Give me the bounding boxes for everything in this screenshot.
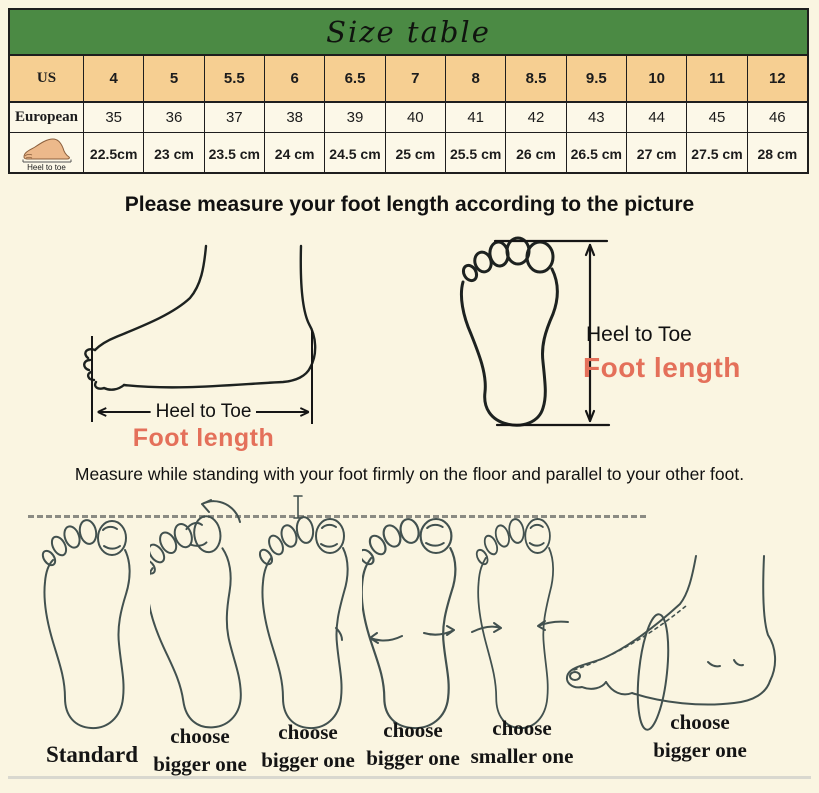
eu-size-cell: 45 bbox=[686, 101, 746, 132]
us-size-cell: 8 bbox=[445, 56, 505, 101]
length-cell: 22.5cm bbox=[83, 132, 143, 174]
measure-bar-left bbox=[91, 336, 93, 422]
us-size-cell: 10 bbox=[626, 56, 686, 101]
us-size-cell: 4 bbox=[83, 56, 143, 101]
length-cell: 23.5 cm bbox=[204, 132, 264, 174]
length-cell: 25 cm bbox=[385, 132, 445, 174]
us-size-cell: 6 bbox=[264, 56, 324, 101]
length-cell: 25.5 cm bbox=[445, 132, 505, 174]
length-cell: 24.5 cm bbox=[324, 132, 384, 174]
foot-length-label-side: Foot length bbox=[132, 424, 275, 452]
us-size-cell: 9.5 bbox=[566, 56, 626, 101]
fit-label-bigger-3: choose bigger one bbox=[366, 718, 460, 771]
heel-to-toe-arrow-left-diagram bbox=[94, 402, 313, 422]
length-cell: 28 cm bbox=[747, 132, 807, 174]
length-cell: 26.5 cm bbox=[566, 132, 626, 174]
foot-side-view-drawing bbox=[78, 243, 328, 393]
us-size-cell: 11 bbox=[686, 56, 746, 101]
us-size-cell: 6.5 bbox=[324, 56, 384, 101]
footprint-standard-drawing bbox=[40, 492, 144, 732]
eu-size-cell: 43 bbox=[566, 101, 626, 132]
foot-side-icon bbox=[21, 137, 73, 163]
eu-size-cell: 46 bbox=[747, 101, 807, 132]
bottom-divider-line bbox=[8, 776, 811, 779]
eu-size-cell: 40 bbox=[385, 101, 445, 132]
fit-label-bigger-2: choose bigger one bbox=[261, 720, 355, 773]
heel-to-toe-row-label bbox=[10, 132, 83, 174]
length-cell: 24 cm bbox=[264, 132, 324, 174]
us-size-cell: 12 bbox=[747, 56, 807, 101]
measure-heading: Please measure your foot length according to the picture bbox=[124, 193, 695, 216]
eu-size-cell: 42 bbox=[505, 101, 565, 132]
fit-label-standard: Standard bbox=[45, 742, 139, 767]
footprint-narrow-drawing bbox=[468, 492, 572, 732]
size-table-title-bar bbox=[8, 8, 809, 54]
us-size-cell: 5 bbox=[143, 56, 203, 101]
fit-label-bigger-1: choose bigger one bbox=[153, 724, 247, 777]
fit-label-bigger-4: choose bigger one bbox=[653, 710, 747, 763]
heel-to-toe-label-side: Heel to Toe bbox=[155, 401, 252, 422]
us-row-label: US bbox=[10, 56, 83, 101]
fit-label-smaller: choose smaller one bbox=[470, 716, 574, 769]
length-cell: 26 cm bbox=[505, 132, 565, 174]
us-size-cell: 8.5 bbox=[505, 56, 565, 101]
length-cell: 27 cm bbox=[626, 132, 686, 174]
arrow-right-icon bbox=[256, 405, 313, 419]
us-size-cell: 5.5 bbox=[204, 56, 264, 101]
eu-size-cell: 39 bbox=[324, 101, 384, 132]
size-conversion-table bbox=[8, 54, 809, 174]
footprint-wide-drawing bbox=[362, 492, 466, 732]
eu-size-cell: 44 bbox=[626, 101, 686, 132]
eu-row-label: European bbox=[10, 101, 83, 132]
us-size-cell: 7 bbox=[385, 56, 445, 101]
standing-note: Measure while standing with your foot firmly on the floor and parallel to your other foot. bbox=[74, 464, 745, 484]
eu-size-cell: 38 bbox=[264, 101, 324, 132]
eu-size-cell: 35 bbox=[83, 101, 143, 132]
heel-to-toe-caption: Heel to toe bbox=[27, 163, 66, 172]
page-title: Size table bbox=[326, 15, 491, 49]
heel-to-toe-label-sole: Heel to Toe bbox=[586, 323, 692, 346]
eu-size-cell: 41 bbox=[445, 101, 505, 132]
arrow-left-icon bbox=[94, 405, 151, 419]
length-cell: 23 cm bbox=[143, 132, 203, 174]
foot-length-label-sole: Foot length bbox=[583, 352, 741, 383]
footprint-over-line-drawing bbox=[258, 492, 362, 732]
eu-size-cell: 36 bbox=[143, 101, 203, 132]
eu-size-cell: 37 bbox=[204, 101, 264, 132]
length-cell: 27.5 cm bbox=[686, 132, 746, 174]
footprint-long-toe-drawing bbox=[150, 492, 254, 732]
